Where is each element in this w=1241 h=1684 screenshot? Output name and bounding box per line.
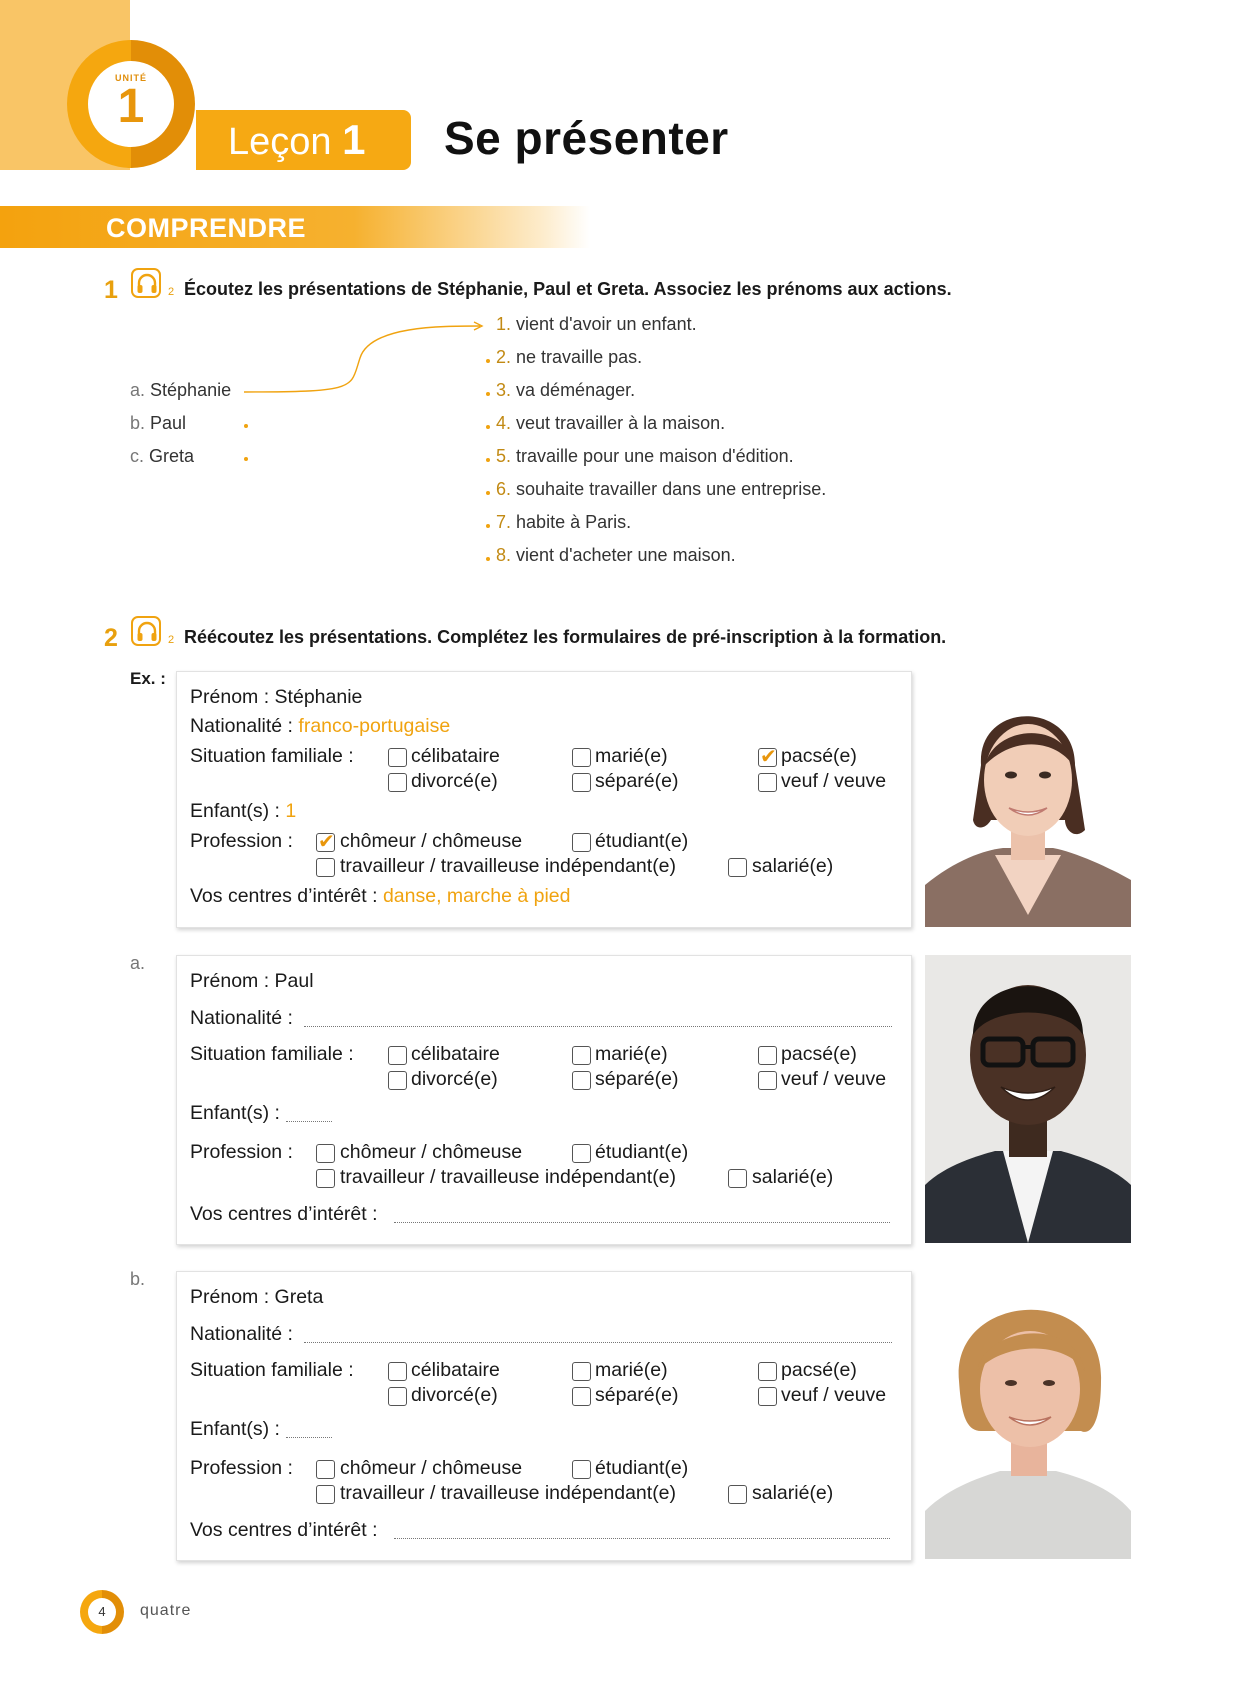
marie-label: marié(e) xyxy=(595,1359,668,1381)
name-text: Stéphanie xyxy=(150,380,232,400)
action-number: 2. xyxy=(496,347,512,367)
pacse-checkbox[interactable] xyxy=(758,1362,777,1381)
exercise-2-instruction: Réécoutez les présentations. Complétez les formulaires de pré-inscription à la formation. xyxy=(184,627,947,647)
registration-form-paul xyxy=(176,955,912,1245)
action-item xyxy=(496,347,642,368)
match-dot[interactable] xyxy=(486,425,490,429)
action-number: 5. xyxy=(496,446,512,466)
prenom-label: Prénom : xyxy=(190,970,270,992)
action-text: souhaite travailler dans une entreprise. xyxy=(516,479,827,499)
action-text: vient d'acheter une maison. xyxy=(516,545,736,565)
action-item xyxy=(496,446,794,467)
nationalite-value[interactable]: franco-portugaise xyxy=(298,715,451,737)
action-item xyxy=(496,512,631,533)
enfants-label: Enfant(s) : xyxy=(190,1418,280,1440)
exercise-1-track: 2 xyxy=(168,286,175,298)
interets-input[interactable] xyxy=(394,1222,890,1223)
action-text: ne travaille pas. xyxy=(516,347,643,367)
prenom-field xyxy=(190,970,314,993)
action-text: va déménager. xyxy=(516,380,636,400)
match-dot[interactable] xyxy=(486,557,490,561)
divorce-checkbox[interactable] xyxy=(388,773,407,792)
prenom-value: Paul xyxy=(274,970,314,992)
marie-checkbox[interactable] xyxy=(572,748,591,767)
prenom-value: Stéphanie xyxy=(274,686,363,708)
exercise-1-instruction: Écoutez les présentations de Stéphanie, Paul et Greta. Associez les prénoms aux actions. xyxy=(184,279,952,299)
salarie-checkbox[interactable] xyxy=(728,1169,747,1188)
situation-label: Situation familiale : xyxy=(190,745,354,767)
profession-label: Profession : xyxy=(190,1457,293,1479)
celibataire-checkbox[interactable] xyxy=(388,748,407,767)
etudiant-label: étudiant(e) xyxy=(595,830,689,852)
name-item xyxy=(130,413,186,434)
name-text: Greta xyxy=(149,446,195,466)
chomeur-checkbox[interactable] xyxy=(316,1144,335,1163)
match-connector-line xyxy=(240,318,490,398)
unit-badge-inner xyxy=(88,61,174,147)
pacse-checkbox[interactable] xyxy=(758,748,777,767)
paul-photo xyxy=(925,955,1131,1243)
form-row-label: Ex. : xyxy=(130,669,166,688)
celibataire-label: célibataire xyxy=(411,1043,500,1065)
salarie-label: salarié(e) xyxy=(752,1166,834,1188)
match-dot[interactable] xyxy=(486,524,490,528)
nationalite-label: Nationalité : xyxy=(190,1007,293,1029)
action-number: 1. xyxy=(496,314,512,334)
action-item xyxy=(496,380,635,401)
form-row-label: a. xyxy=(130,953,146,973)
action-text: vient d'avoir un enfant. xyxy=(516,314,697,334)
marie-checkbox[interactable] xyxy=(572,1362,591,1381)
separe-checkbox[interactable] xyxy=(572,1387,591,1406)
celibataire-label: célibataire xyxy=(411,745,500,767)
stephanie-photo xyxy=(925,680,1131,927)
page-number-word: quatre xyxy=(140,1602,192,1619)
separe-label: séparé(e) xyxy=(595,770,679,792)
travailleur-label: travailleur / travailleuse indépendant(e) xyxy=(340,1166,677,1188)
marie-label: marié(e) xyxy=(595,745,668,767)
unit-number: 1 xyxy=(117,80,145,133)
prenom-value: Greta xyxy=(274,1286,324,1308)
chomeur-label: chômeur / chômeuse xyxy=(340,1141,523,1163)
salarie-checkbox[interactable] xyxy=(728,1485,747,1504)
page-number: 4 xyxy=(88,1598,116,1626)
match-dot[interactable] xyxy=(486,491,490,495)
exercise-2-number: 2 xyxy=(104,624,118,652)
travailleur-checkbox[interactable] xyxy=(316,1169,335,1188)
prenom-field xyxy=(190,686,362,709)
travailleur-label: travailleur / travailleuse indépendant(e) xyxy=(340,855,677,877)
action-number: 4. xyxy=(496,413,512,433)
situation-label: Situation familiale : xyxy=(190,1043,354,1065)
veuf-label: veuf / veuve xyxy=(781,770,887,792)
etudiant-checkbox[interactable] xyxy=(572,1144,591,1163)
interets-field xyxy=(190,885,571,908)
action-text: habite à Paris. xyxy=(516,512,632,532)
divorce-label: divorcé(e) xyxy=(411,1384,498,1406)
page-title: Se présenter xyxy=(444,112,729,164)
match-dot[interactable] xyxy=(244,424,248,428)
match-dot[interactable] xyxy=(486,392,490,396)
chomeur-label: chômeur / chômeuse xyxy=(340,830,523,852)
action-item xyxy=(496,314,697,335)
action-number: 6. xyxy=(496,479,512,499)
name-item xyxy=(130,446,194,467)
prenom-label: Prénom : xyxy=(190,1286,270,1308)
chomeur-checkbox[interactable] xyxy=(316,1460,335,1479)
etudiant-checkbox[interactable] xyxy=(572,833,591,852)
exercise-1-number: 1 xyxy=(104,276,118,304)
interets-input[interactable] xyxy=(394,1538,890,1539)
enfants-label: Enfant(s) : xyxy=(190,800,280,822)
action-item xyxy=(496,545,736,566)
name-item xyxy=(130,380,231,401)
lesson-word: Leçon xyxy=(228,121,332,163)
enfants-value[interactable]: 1 xyxy=(285,800,297,822)
match-dot[interactable] xyxy=(244,457,248,461)
veuf-checkbox[interactable] xyxy=(758,1071,777,1090)
action-item xyxy=(496,479,826,500)
separe-label: séparé(e) xyxy=(595,1068,679,1090)
salarie-label: salarié(e) xyxy=(752,1482,834,1504)
travailleur-checkbox[interactable] xyxy=(316,858,335,877)
name-letter: b. xyxy=(130,413,146,433)
profession-label: Profession : xyxy=(190,1141,293,1163)
veuf-label: veuf / veuve xyxy=(781,1068,887,1090)
situation-label: Situation familiale : xyxy=(190,1359,354,1381)
etudiant-label: étudiant(e) xyxy=(595,1141,689,1163)
pacse-checkbox[interactable] xyxy=(758,1046,777,1065)
enfants-label: Enfant(s) : xyxy=(190,1102,280,1124)
lesson-number: 1 xyxy=(342,116,366,163)
separe-label: séparé(e) xyxy=(595,1384,679,1406)
separe-checkbox[interactable] xyxy=(572,1071,591,1090)
action-number: 8. xyxy=(496,545,512,565)
greta-photo xyxy=(925,1271,1131,1559)
pacse-label: pacsé(e) xyxy=(781,1043,857,1065)
etudiant-label: étudiant(e) xyxy=(595,1457,689,1479)
divorce-checkbox[interactable] xyxy=(388,1387,407,1406)
section-title: COMPRENDRE xyxy=(106,213,307,243)
enfants-input[interactable] xyxy=(286,1121,332,1122)
name-letter: a. xyxy=(130,380,146,400)
celibataire-checkbox[interactable] xyxy=(388,1362,407,1381)
veuf-checkbox[interactable] xyxy=(758,773,777,792)
veuf-label: veuf / veuve xyxy=(781,1384,887,1406)
veuf-checkbox[interactable] xyxy=(758,1387,777,1406)
nationalite-label: Nationalité : xyxy=(190,1323,293,1345)
pacse-label: pacsé(e) xyxy=(781,1359,857,1381)
divorce-checkbox[interactable] xyxy=(388,1071,407,1090)
form-row-label: b. xyxy=(130,1269,146,1289)
lesson-label xyxy=(228,112,365,170)
nationalite-field xyxy=(190,715,450,738)
travailleur-label: travailleur / travailleuse indépendant(e) xyxy=(340,1482,677,1504)
chomeur-checkbox[interactable] xyxy=(316,833,335,852)
separe-checkbox[interactable] xyxy=(572,773,591,792)
registration-form-greta xyxy=(176,1271,912,1561)
celibataire-checkbox[interactable] xyxy=(388,1046,407,1065)
profession-label: Profession : xyxy=(190,830,293,852)
headphones-icon[interactable] xyxy=(131,268,161,298)
interets-label: Vos centres d’intérêt : xyxy=(190,885,378,907)
prenom-label: Prénom : xyxy=(190,686,270,708)
checkmark-icon: ✔ xyxy=(760,746,777,768)
marie-label: marié(e) xyxy=(595,1043,668,1065)
salarie-checkbox[interactable] xyxy=(728,858,747,877)
nationalite-input[interactable] xyxy=(304,1342,892,1343)
name-letter: c. xyxy=(130,446,145,466)
travailleur-checkbox[interactable] xyxy=(316,1485,335,1504)
match-dot[interactable] xyxy=(486,359,490,363)
checkmark-icon: ✔ xyxy=(318,831,335,853)
nationalite-label: Nationalité : xyxy=(190,715,293,737)
celibataire-label: célibataire xyxy=(411,1359,500,1381)
divorce-label: divorcé(e) xyxy=(411,1068,498,1090)
action-item xyxy=(496,413,725,434)
salarie-label: salarié(e) xyxy=(752,855,834,877)
action-text: travaille pour une maison d'édition. xyxy=(516,446,794,466)
enfants-input[interactable] xyxy=(286,1437,332,1438)
nationalite-input[interactable] xyxy=(304,1026,892,1027)
exercise-2-track: 2 xyxy=(168,634,175,646)
prenom-field xyxy=(190,1286,323,1309)
action-number: 3. xyxy=(496,380,512,400)
etudiant-checkbox[interactable] xyxy=(572,1460,591,1479)
unit-label: UNITÉ xyxy=(115,73,147,83)
marie-checkbox[interactable] xyxy=(572,1046,591,1065)
headphones-icon[interactable] xyxy=(131,616,161,646)
interets-label: Vos centres d’intérêt : xyxy=(190,1519,378,1541)
pacse-label: pacsé(e) xyxy=(781,745,857,767)
action-text: veut travailler à la maison. xyxy=(516,413,726,433)
action-number: 7. xyxy=(496,512,512,532)
chomeur-label: chômeur / chômeuse xyxy=(340,1457,523,1479)
enfants-field xyxy=(190,800,296,823)
interets-value[interactable]: danse, marche à pied xyxy=(382,885,571,907)
divorce-label: divorcé(e) xyxy=(411,770,498,792)
name-text: Paul xyxy=(150,413,187,433)
interets-label: Vos centres d’intérêt : xyxy=(190,1203,378,1225)
match-dot[interactable] xyxy=(486,458,490,462)
